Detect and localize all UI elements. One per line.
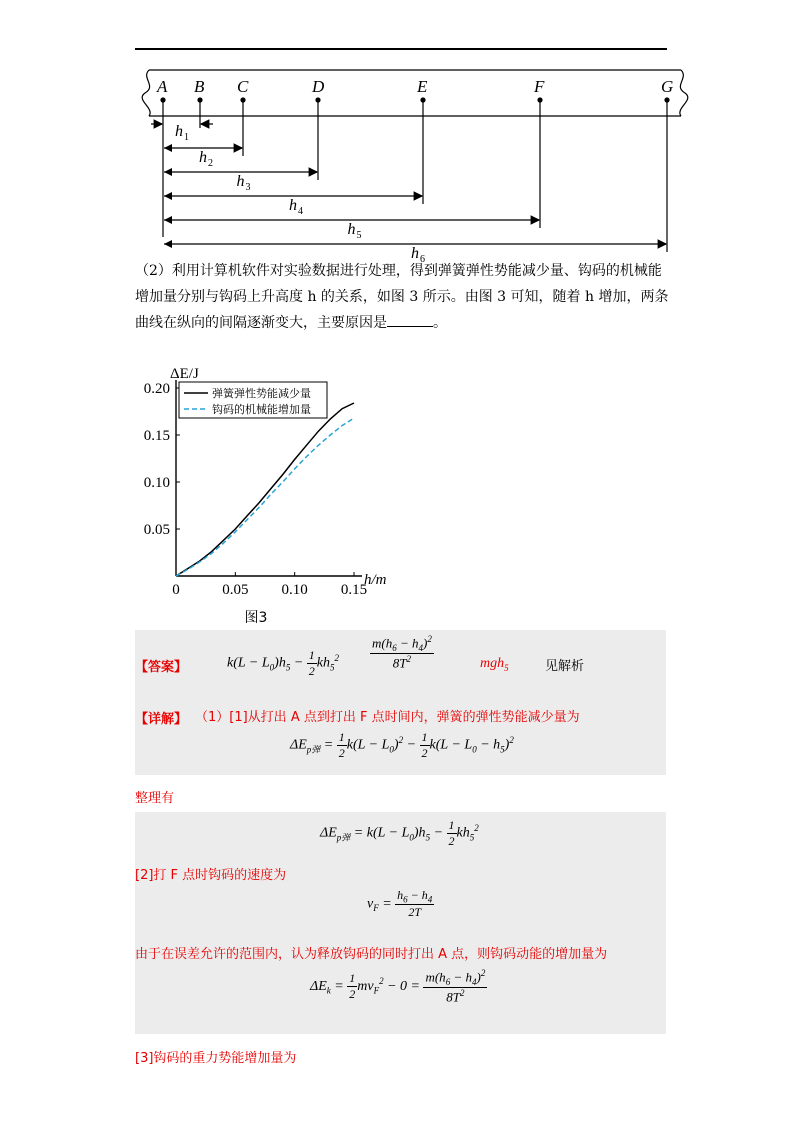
answer-blank <box>387 312 433 327</box>
tape-point-label-D: D <box>312 77 325 96</box>
detail-line-1: （1）[1]从打出 A 点到打出 F 点时间内，弹簧的弹性势能减少量为 <box>195 710 580 725</box>
x-tick-label: 0.05 <box>222 582 249 598</box>
dim-sub-h6: 6 <box>420 254 425 265</box>
x-tick-label: 0 <box>172 582 180 598</box>
dim-sub-h4: 4 <box>298 206 303 217</box>
detail-line-3: 由于在误差允许的范围内，认为释放钩码的同时打出 A 点，则钩码动能的增加量为 <box>135 947 608 962</box>
dim-label-h4: h <box>289 197 297 214</box>
tape-point-label-E: E <box>417 77 428 96</box>
tape-point-label-A: A <box>157 77 168 96</box>
organize-label: 整理有 <box>135 791 175 806</box>
dim-arrowhead-left-h5 <box>164 216 172 224</box>
y-tick-label: 0.05 <box>143 522 170 538</box>
elastic-pe-result: $\Delta E_{p弹} = k(L - L_0)h_5$ − $\frac{1}{2}$ $kh_5^2$ <box>320 818 479 848</box>
legend <box>179 382 327 418</box>
detail-tag: 【详解】 <box>135 712 188 727</box>
dim-label-h3: h <box>236 173 245 190</box>
dim-label-h6: h <box>411 245 419 262</box>
answer-3-formula: mgh$_5$ <box>480 656 509 673</box>
legend-label-1: 钩码的机械能增加量 <box>212 403 311 416</box>
figure-caption: 图3 <box>244 610 268 626</box>
y-axis-label: ΔE/J <box>170 366 199 382</box>
answer-tag: 【答案】 <box>135 660 188 675</box>
dim-arrowhead-left-h4 <box>164 192 172 200</box>
y-tick-label: 0.20 <box>143 381 170 397</box>
question-2 <box>135 258 670 336</box>
solution-box <box>135 812 666 1034</box>
dim-label-h5: h <box>347 221 356 238</box>
elastic-pe-formula: $\Delta E_{p弹}$ = $\frac{1}{2}$ $k(L - L_0)^2$ − $\frac{1}{2}$ $k(L - L_0 - h_5)^2$ <box>290 730 514 760</box>
dim-arrowhead-left-h3 <box>164 168 172 176</box>
tape-point-label-C: C <box>237 77 249 96</box>
dim-sub-h5: 5 <box>356 230 362 241</box>
dim-sub-h3: 3 <box>245 182 251 193</box>
x-tick-label: 0.10 <box>281 582 308 598</box>
answer-box <box>135 630 666 775</box>
detail-line-2: [2]打 F 点时钩码的速度为 <box>135 868 287 883</box>
series-line-0 <box>176 403 354 576</box>
dim-sub-h1: 1 <box>184 132 189 143</box>
y-tick-label: 0.10 <box>143 475 170 491</box>
dim-sub-h2: 2 <box>208 158 213 169</box>
question-2-end: 。 <box>433 315 447 331</box>
answer-2-formula: $\frac{m(h_6 - h_4)^2}{8T^2}$ <box>372 634 432 671</box>
y-tick-label: 0.15 <box>143 428 170 444</box>
detail-line-4: [3]钩码的重力势能增加量为 <box>135 1051 297 1066</box>
paper-tape-diagram <box>135 62 695 265</box>
dim-arrowhead-left-h2 <box>164 144 172 152</box>
dim-label-h2: h <box>199 149 207 166</box>
tape-point-label-F: F <box>534 77 545 96</box>
answer-4: 见解析 <box>545 659 585 674</box>
tape-point-label-G: G <box>661 77 674 96</box>
figure-3-chart <box>120 360 440 626</box>
x-tick-label: 0.15 <box>340 582 368 598</box>
tape-point-label-B: B <box>194 77 205 96</box>
dim-arrowhead-left-h6 <box>164 240 172 248</box>
dim-label-h1: h <box>175 123 183 140</box>
x-axis-label: h/m <box>364 572 387 588</box>
answer-1-formula: $k(L - L_0)h_5$ − $\frac{1}{2}$ $kh_5^2$ <box>227 648 339 678</box>
question-2-text: （2）利用计算机软件对实验数据进行处理，得到弹簧弹性势能减少量、钩码的机械能增加量分别与钩码上升高度 h 的关系，如图 3 所示。由图 3 可知，随着 h 增加，两条曲线在纵向的间隔逐渐变大，主要原因是 <box>135 263 669 331</box>
legend-label-0: 弹簧弹性势能减少量 <box>212 387 311 400</box>
top-rule <box>135 48 667 50</box>
kinetic-energy-formula: $\Delta E_k$ = $\frac{1}{2}$ $mv_F^2 - 0$ = $\frac{m(h_6 - h_4)^2}{8T^2}$ <box>310 968 486 1005</box>
series-line-1 <box>176 418 354 576</box>
velocity-formula: $v_F$ = $\frac{h_6 - h_4}{2T}$ <box>367 888 433 920</box>
